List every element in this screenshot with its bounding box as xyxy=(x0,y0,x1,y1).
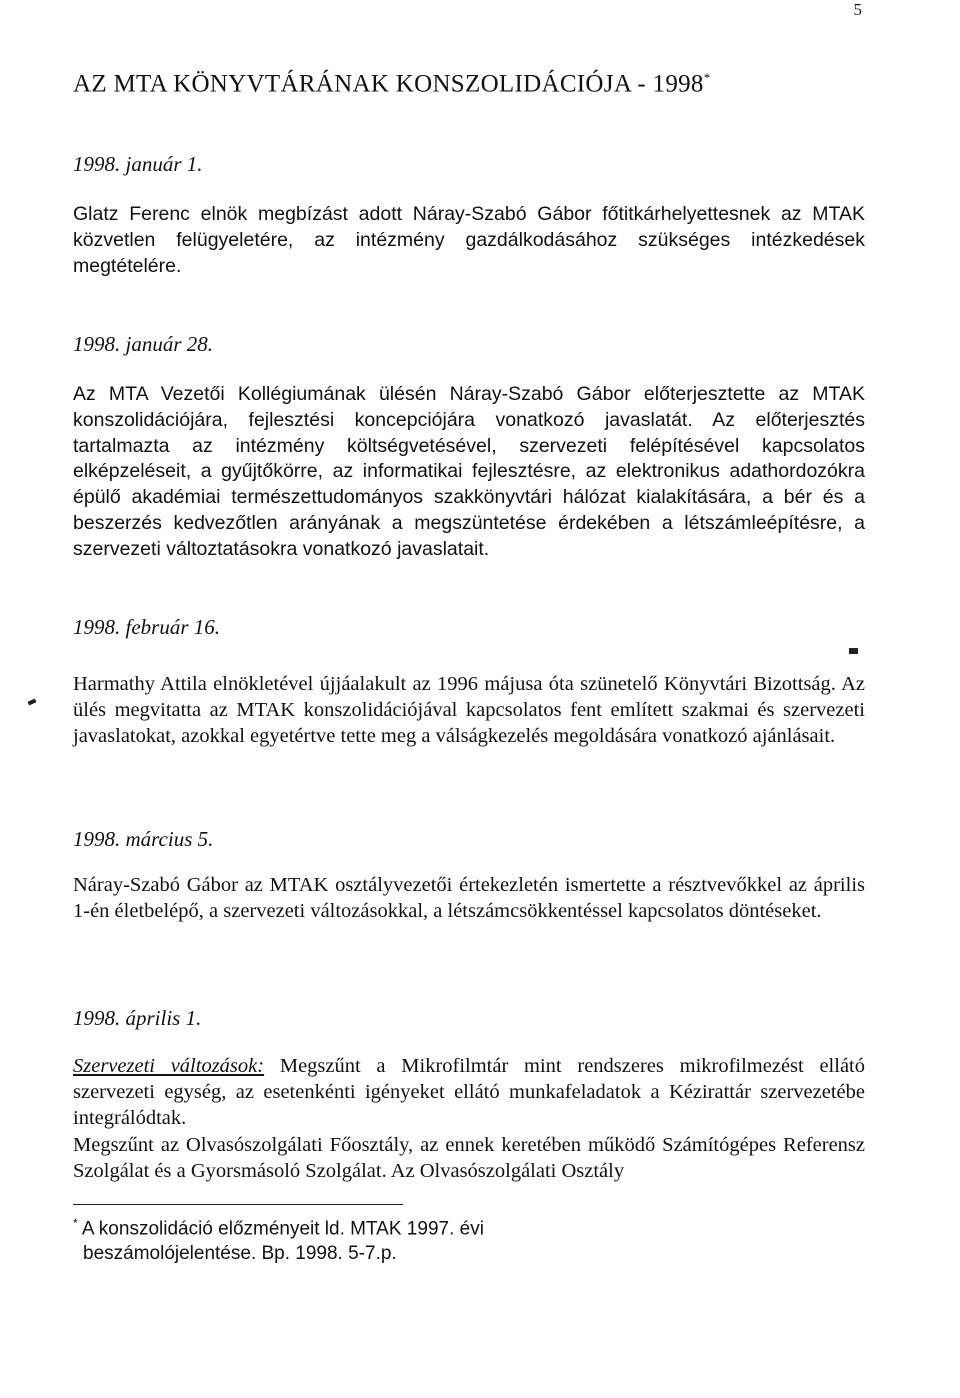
entry-text-4: Náray-Szabó Gábor az MTAK osztályvezetői értekezletén ismertette a résztvevőkkel az április 1-én életbelépő, a szervezeti változásokkal, a létszámcsökkentéssel kapcsolatos döntéseket. xyxy=(73,874,865,922)
footnote-divider xyxy=(73,1204,403,1205)
page-title xyxy=(73,62,711,100)
page-number: 5 xyxy=(853,0,862,19)
entry-text-2: Az MTA Vezetői Kollégiumának ülésén Náray-Szabó Gábor előterjesztette az MTAK konszolidációjára, fejlesztési koncepciójára vonatkozó javaslatát. Az előterjesztés tartalmazta az intézmény költségvetésével, szervezeti felépítésével kapcsolatos elképzeléseit, a gyűjtőkörre, az informatikai fejlesztésre, az elektronikus adathordozókra épülő akadémiai természettudományos szakkönyvtári hálózat kialakítására, a bér és a beszerzés kedvezőtlen arányának a megszüntetése érdekében a létszámleépítésre, a szervezeti változtatásokra vonatkozó javaslatait. xyxy=(73,383,865,560)
entry-date-3: 1998. február 16. xyxy=(73,615,220,639)
entry-date-5: 1998. április 1. xyxy=(73,1006,202,1030)
entry-date-1: 1998. január 1. xyxy=(73,152,203,176)
entry-text-3: Harmathy Attila elnökletével újjáalakult az 1996 májusa óta szünetelő Könyvtári Bizottság. Az ülés megvitatta az MTAK konszolidációjával kapcsolatos fent említett szakmai és szervezeti javaslatokat, azokkal egyetértve tette meg a válságkezelés megoldására vonatkozó ajánlásait. xyxy=(73,673,865,747)
footnote-line-1: A konszolidáció előzményeit ld. MTAK 1997. évi xyxy=(77,1218,484,1240)
entry-text-5 xyxy=(73,1054,865,1131)
scan-speck xyxy=(28,698,37,705)
entry-text-5a: Megszűnt a Mikrofilmtár mint rendszeres mikrofilmezést ellátó szervezeti egység, az esetenkénti igényeket ellátó munkafeladatok a Kézirattár szervezetébe integrálódtak. xyxy=(73,1055,865,1129)
section-label: Szervezeti változások: xyxy=(73,1055,265,1077)
scan-speck xyxy=(849,648,858,654)
footnote xyxy=(73,1211,573,1266)
entry-date-4: 1998. március 5. xyxy=(73,827,214,851)
title-footnote-mark: * xyxy=(703,70,711,85)
footnote-line-2: beszámolójelentése. Bp. 1998. 5-7.p. xyxy=(83,1243,397,1265)
entry-text-1: Glatz Ferenc elnök megbízást adott Náray-Szabó Gábor főtitkárhelyettesnek az MTAK közvetlen felügyeletére, az intézmény gazdálkodásához szükséges intézkedések megtételére. xyxy=(73,203,865,277)
entry-date-2: 1998. január 28. xyxy=(73,332,214,356)
entry-text-5b: Megszűnt az Olvasószolgálati Főosztály, az ennek keretében működő Számítógépes Referensz Szolgálat és a Gyorsmásoló Szolgálat. Az Olvasószolgálati Osztály xyxy=(73,1134,865,1182)
footnote-mark: * xyxy=(73,1216,78,1230)
title-text: AZ MTA KÖNYVTÁRÁNAK KONSZOLIDÁCIÓJA - 1998 xyxy=(73,70,704,98)
